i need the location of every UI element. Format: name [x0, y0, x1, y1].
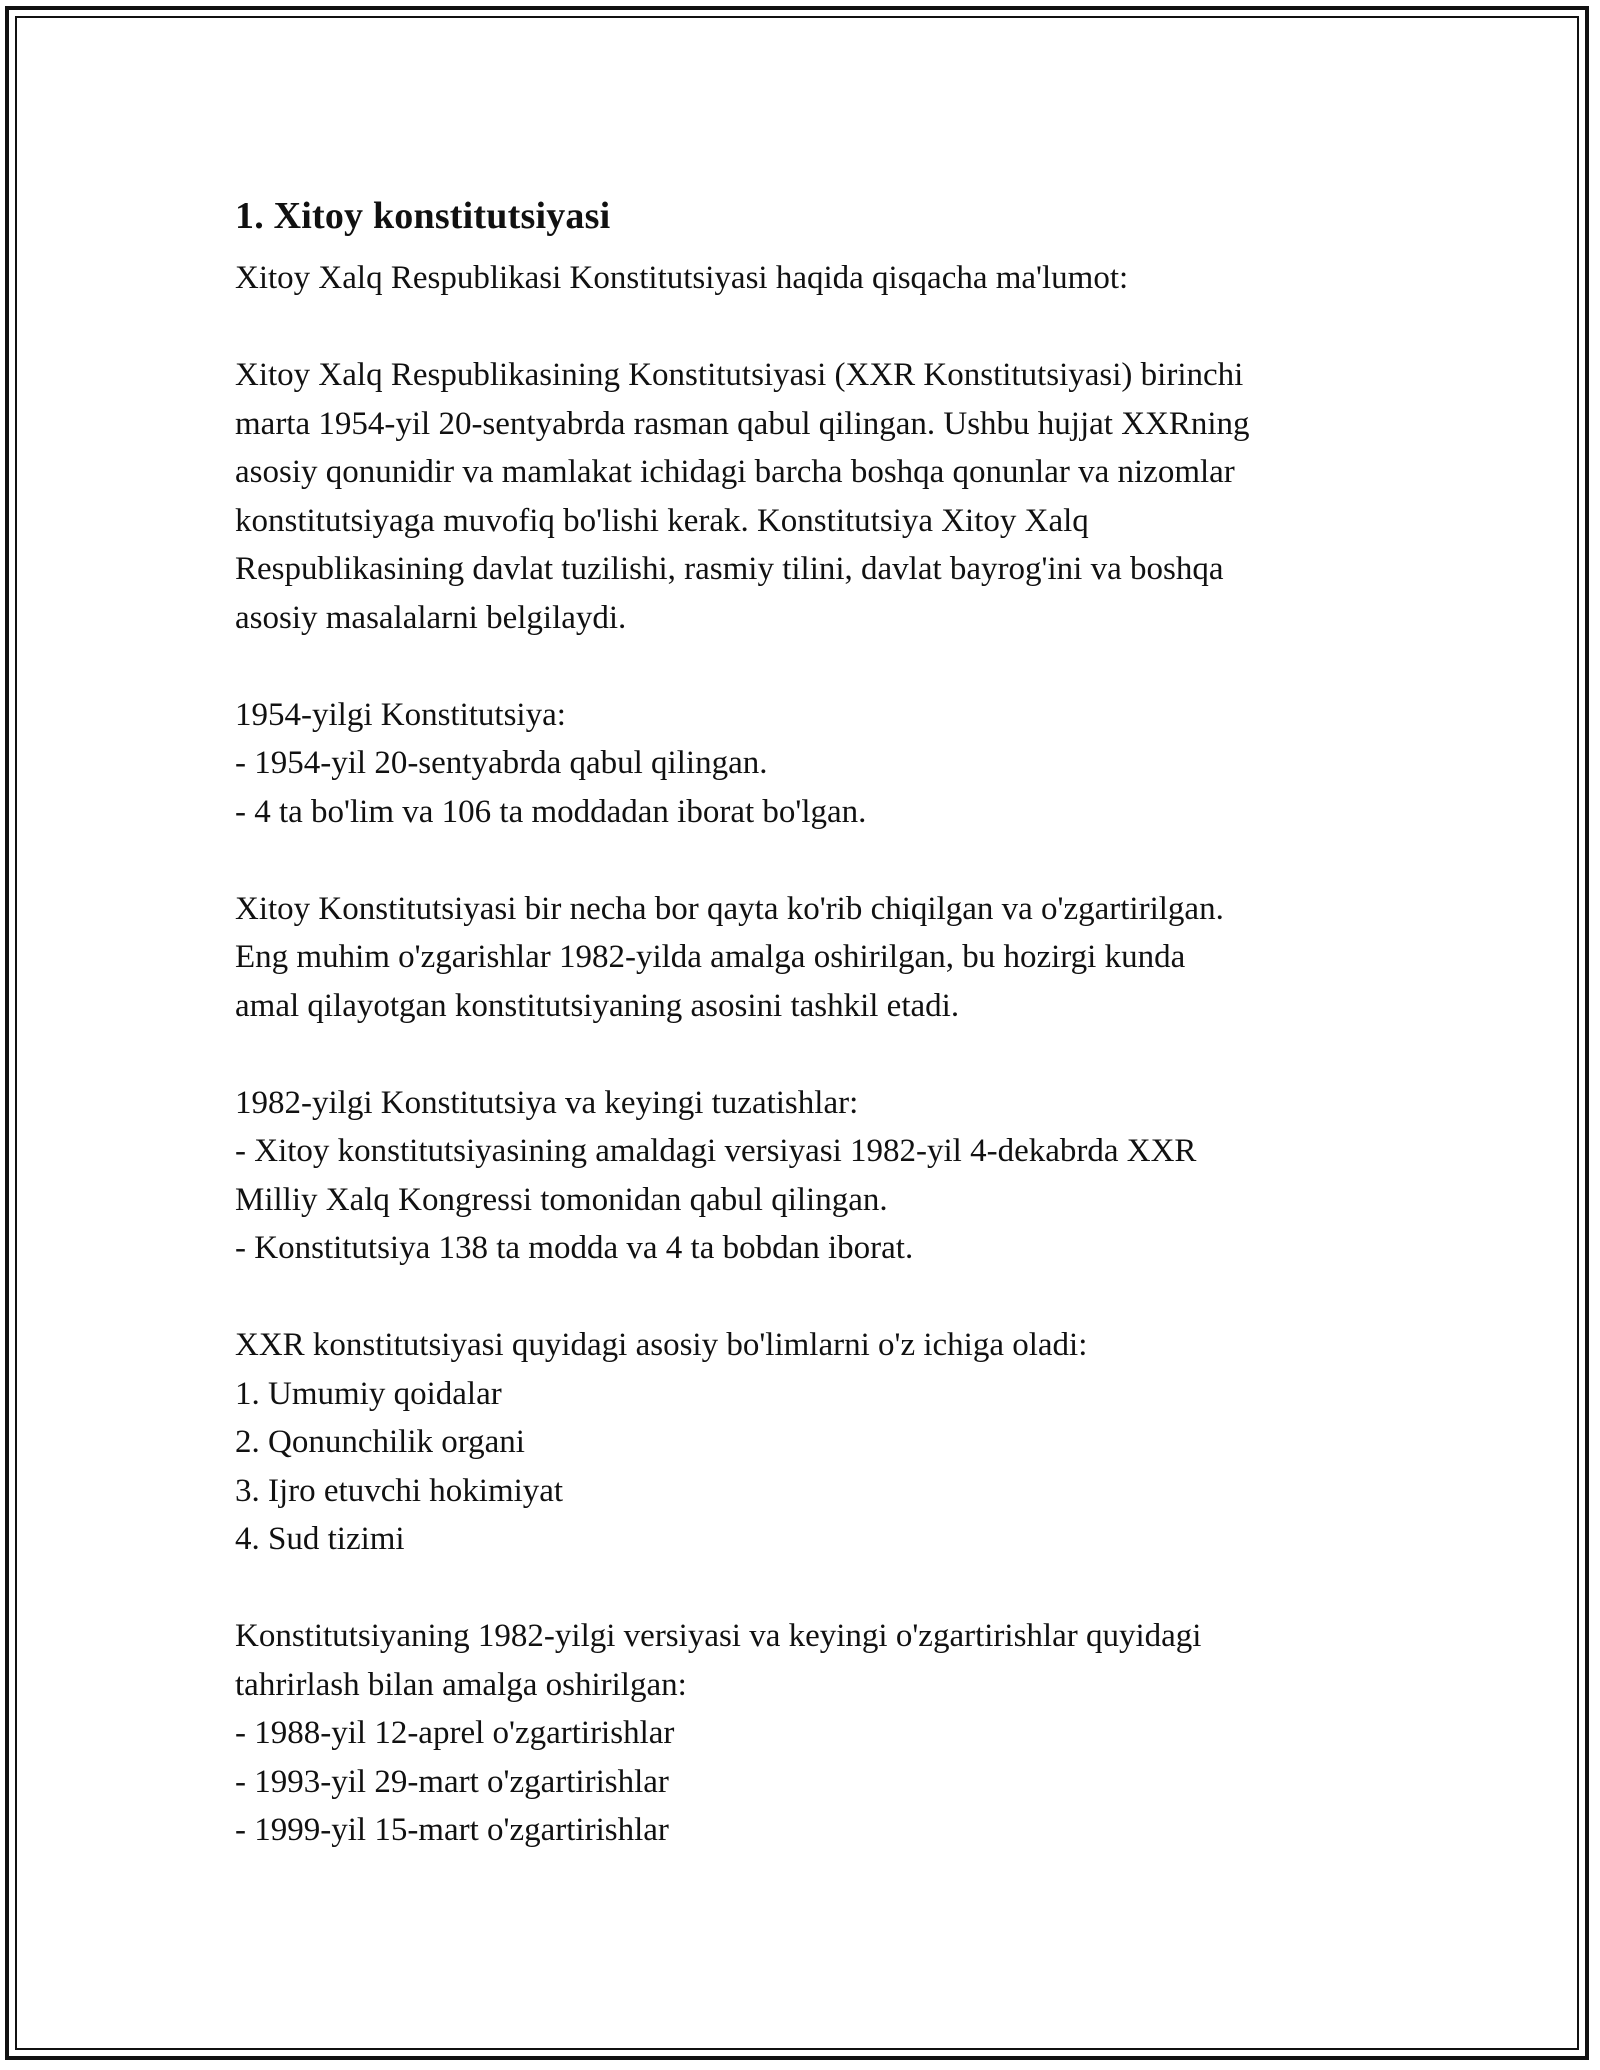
list-item: - Xitoy konstitutsiyasining amaldagi versiyasi 1982-yil 4-dekabrda XXR — [235, 1133, 1197, 1169]
text-line: asosiy qonunidir va mamlakat ichidagi barcha boshqa qonunlar va nizomlar — [235, 454, 1235, 490]
overview-paragraph — [235, 351, 1375, 642]
list-item: - 1993-yil 29-mart o'zgartirishlar — [235, 1763, 669, 1800]
text-line: konstitutsiyaga muvofiq bo'lishi kerak. Konstitutsiya Xitoy Xalq — [235, 502, 1089, 539]
numbered-item: 3. Ijro etuvchi hokimiyat — [235, 1472, 564, 1509]
section-heading: Konstitutsiyaning 1982-yilgi versiyasi va keyingi o'zgartirishlar quyidagi — [235, 1618, 1202, 1654]
main-sections — [235, 1321, 1375, 1564]
text-line: Respublikasining davlat tuzilishi, rasmiy tilini, davlat bayrog'ini va boshqa — [235, 551, 1224, 587]
revisions-paragraph — [235, 885, 1375, 1031]
section-1982 — [235, 1079, 1375, 1273]
section-heading: 1982-yilgi Konstitutsiya va keyingi tuzatishlar: — [235, 1084, 859, 1121]
list-item: - 1988-yil 12-aprel o'zgartirishlar — [235, 1715, 675, 1751]
text-line: amal qilayotgan konstitutsiyaning asosini tashkil etadi. — [235, 987, 960, 1024]
amendments-section — [235, 1612, 1375, 1855]
text-line: Xitoy Xalq Respublikasining Konstitutsiyasi (XXR Konstitutsiyasi) birinchi — [235, 357, 1244, 393]
numbered-item: 2. Qonunchilik organi — [235, 1424, 525, 1460]
intro-text: Xitoy Xalq Respublikasi Konstitutsiyasi haqida qisqacha ma'lumot: — [235, 260, 1129, 296]
section-heading: 1954-yilgi Konstitutsiya: — [235, 696, 566, 733]
text-line: marta 1954-yil 20-sentyabrda rasman qabul qilingan. Ushbu hujjat XXRning — [235, 405, 1250, 442]
section-1954 — [235, 691, 1375, 837]
section-heading: tahrirlash bilan amalga oshirilgan: — [235, 1666, 687, 1703]
text-line: Eng muhim o'zgarishlar 1982-yilda amalga oshirilgan, bu hozirgi kunda — [235, 939, 1186, 975]
numbered-item: 4. Sud tizimi — [235, 1521, 405, 1557]
document-body — [235, 188, 1375, 1903]
list-item: - 4 ta bo'lim va 106 ta moddadan iborat bo'lgan. — [235, 793, 867, 830]
section-heading: XXR konstitutsiyasi quyidagi asosiy bo'limlarni o'z ichiga oladi: — [235, 1327, 1088, 1363]
document-title: 1. Xitoy konstitutsiyasi — [235, 195, 611, 237]
intro-paragraph — [235, 254, 1375, 303]
text-line: Xitoy Konstitutsiyasi bir necha bor qayta ko'rib chiqilgan va o'zgartirilgan. — [235, 890, 1224, 927]
list-item-continuation: Milliy Xalq Kongressi tomonidan qabul qilingan. — [235, 1181, 888, 1218]
numbered-item: 1. Umumiy qoidalar — [235, 1375, 502, 1412]
list-item: - 1954-yil 20-sentyabrda qabul qilingan. — [235, 745, 768, 781]
text-line: asosiy masalalarni belgilaydi. — [235, 599, 627, 636]
list-item: - 1999-yil 15-mart o'zgartirishlar — [235, 1812, 669, 1848]
list-item: - Konstitutsiya 138 ta modda va 4 ta bobdan iborat. — [235, 1230, 914, 1266]
